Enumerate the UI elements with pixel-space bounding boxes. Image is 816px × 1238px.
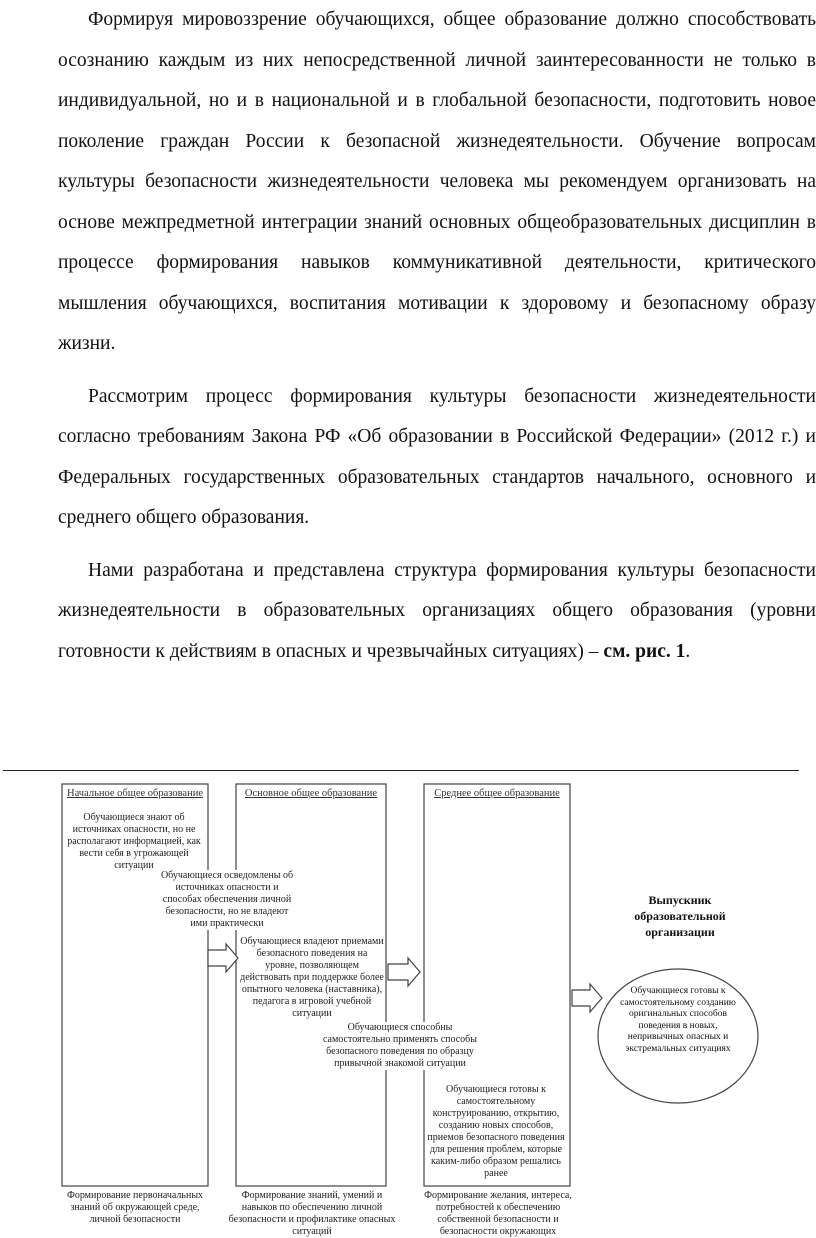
box-title-basic: Основное общее образование <box>244 788 378 799</box>
level-3-text: Обучающиеся владеют приемами безопасного поведения на уровне, позволяющем действовать при поддержке более опытного человека (наставника), педагога в игровой учебной ситуации <box>240 936 384 1019</box>
box-footer-primary: Формирование первоначальных знаний об окружающей среде, личной безопасности <box>66 1190 204 1225</box>
level-1-text: Обучающиеся знают об источниках опасности, но не располагают информацией, как вести себя в угрожающей ситуации <box>67 812 201 871</box>
paragraph-3-end: . <box>685 640 691 662</box>
paragraph-2: Рассмотрим процесс формирования культуры безопасности жизнедеятельности согласно требованиям Закона РФ «Об образовании в Российской Федерации» (2012 г.) и Федеральных государственных образовательных стандартов начального, основного и среднего общего образования. <box>58 385 816 528</box>
paragraph-1: Формируя мировоззрение обучающихся, общее образование должно способствовать осознанию каждым из них непосредственной личной заинтересованности не только в индивидуальной, но и в национальной и в глобальной безопасности, подготовить новое поколение граждан России к безопасной жизнедеятельности. Обучение вопросам культуры безопасности жизнедеятельности человека мы рекомендуем организовать на основе межпредметной интеграции знаний основных общеобразовательных дисциплин в процессе формирования навыков коммуникативной деятельности, критического мышления обучающихся, воспитания мотивации к здоровому и безопасному образу жизни. <box>58 9 816 354</box>
graduate-text: Обучающиеся готовы к самостоятельному созданию оригинальных способов поведения в новых, непривычных опасных и экстремальных ситуациях <box>620 986 736 1054</box>
figure-1 <box>0 778 816 1236</box>
box-title-secondary: Среднее общее образование <box>434 788 560 799</box>
box-title-primary: Начальное общее образование <box>66 788 203 799</box>
level-4-text: Обучающиеся способны самостоятельно применять способы безопасного поведения по образцу привычной знакомой ситуации <box>318 1022 482 1070</box>
box-footer-basic: Формирование знаний, умений и навыков по обеспечению личной безопасности и профилактике опасных ситуаций <box>228 1190 396 1237</box>
separator-line <box>3 770 799 771</box>
figure-reference: см. рис. 1 <box>603 640 686 662</box>
paragraph-3-text: Нами разработана и представлена структура формирования культуры безопасности жизнедеятельности в образовательных организациях общего образования (уровни готовности к действиям в опасных и чрезвычайных ситуациях) – <box>58 559 816 662</box>
box-footer-secondary: Формирование желания, интереса, потребностей к обеспечению собственной безопасности и безопасности окружающих <box>424 1190 572 1237</box>
arrow-1 <box>208 944 238 972</box>
graduate-title: Выпускник образовательной организации <box>634 893 726 939</box>
level-2-text: Обучающиеся осведомлены об источниках опасности и способах обеспечения личной безопасности, но не владеют ими практически <box>160 870 294 929</box>
body-text <box>58 0 816 672</box>
paragraph-3 <box>58 551 816 673</box>
level-5-text: Обучающиеся готовы к самостоятельному конструированию, открытию, созданию новых способов, приемов безопасного поведения для решения проблем, которые каким-либо образом решались ранее <box>427 1084 565 1179</box>
arrow-3 <box>572 984 602 1012</box>
arrow-2 <box>388 958 420 986</box>
